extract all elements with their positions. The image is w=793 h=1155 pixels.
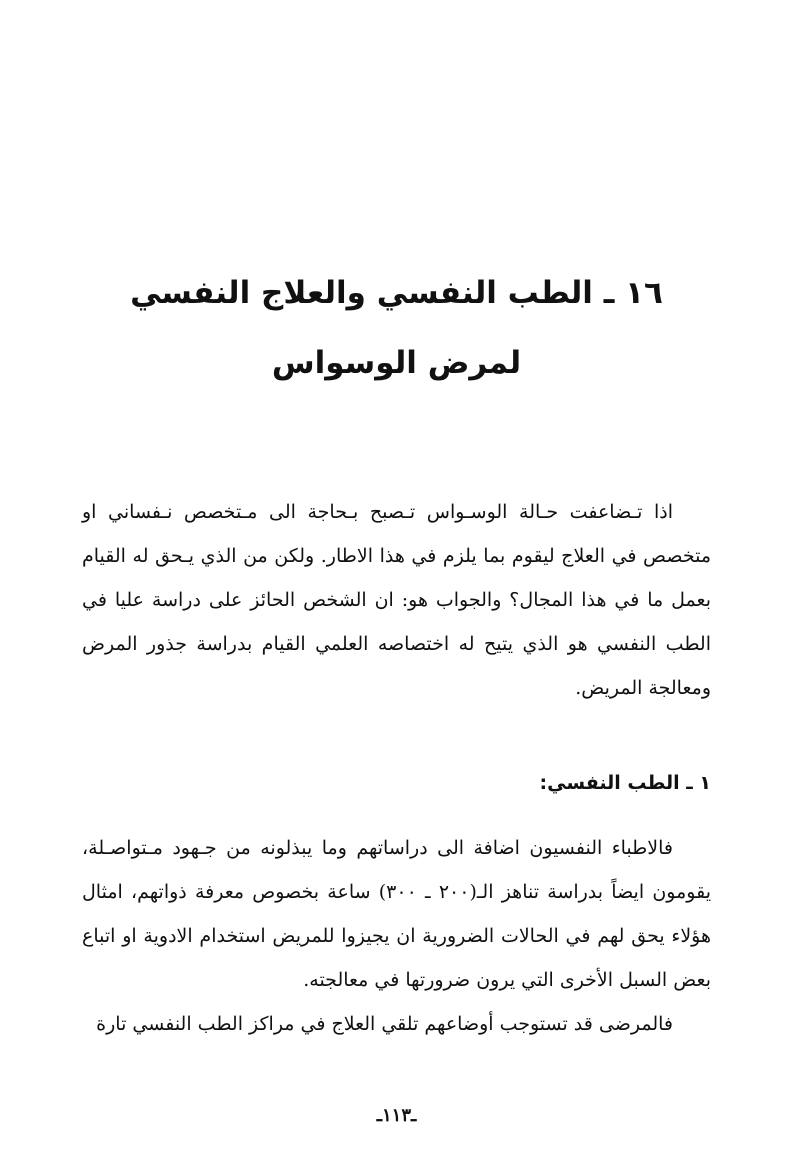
section-paragraph-1: فالاطباء النفسيون اضافة الى دراساتهم وما يبذلونه من جـهود مـتواصـلة، يقومون ايضاً بدراسة تناهز الـ(٢٠٠ ـ ٣٠٠) ساعة بخصوص معرفة ذواتهم، امثال هؤلاء يحق لهم في الحالات الضرورية ان يجيزوا للمريض استخدام الادوية او اتباع بعض السبل الأخرى التي يرون ضرورتها في معالجته. (82, 837, 711, 991)
chapter-title-line-2: لمرض الوسواس (271, 345, 522, 381)
section-heading-psychiatry: ١ ـ الطب النفسي: (539, 772, 711, 794)
intro-section (82, 490, 711, 710)
page-number: ـ١١٣ـ (376, 1105, 417, 1126)
chapter-title-line-1: ١٦ ـ الطب النفسي والعلاج النفسي (130, 275, 663, 311)
intro-paragraph: اذا تـضاعفت حـالة الوسـواس تـصبح بـحاجة الى مـتخصص نـفساني او متخصص في العلاج ليقوم بما يلزم في هذا الاطار. ولكن من الذي يـحق له القيام بعمل ما في هذا المجال؟ والجواب هو: ان الشخص الحائز على دراسة عليا في الطب النفسي هو الذي يتيح له اختصاصه العلمي القيام بدراسة جذور المرض ومعالجة المريض. (82, 501, 711, 699)
chapter-title (80, 258, 713, 398)
section-body (82, 826, 711, 1046)
section-paragraph-2: فالمرضى قد تستوجب أوضاعهم تلقي العلاج في مراكز الطب النفسي تارة (96, 1013, 673, 1035)
